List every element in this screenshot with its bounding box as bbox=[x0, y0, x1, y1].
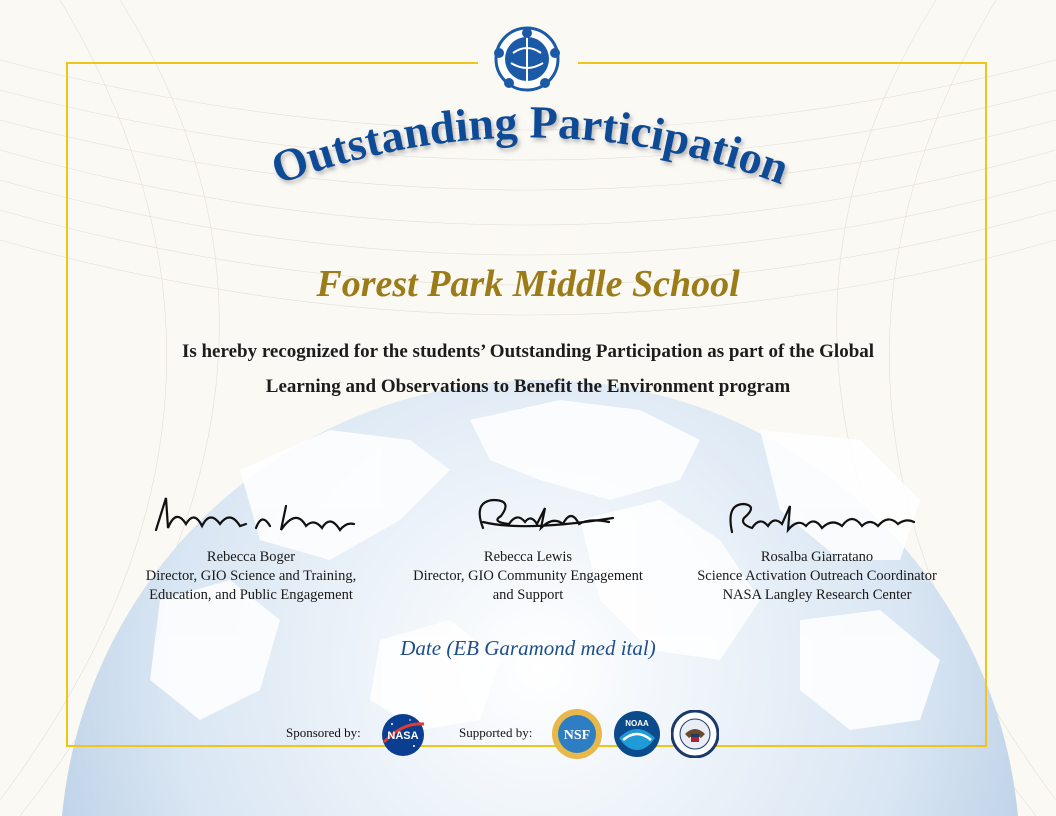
handwritten-signature-3 bbox=[702, 488, 932, 548]
noaa-logo-text: NOAA bbox=[625, 719, 649, 728]
signature-block-1 bbox=[120, 488, 382, 605]
nasa-logo-text: NASA bbox=[387, 730, 419, 742]
certificate-title-text: Outstanding Participation bbox=[264, 96, 796, 194]
handwritten-signature-2 bbox=[413, 488, 643, 548]
recipient-name: Forest Park Middle School bbox=[316, 263, 740, 305]
handwritten-signature-1 bbox=[136, 488, 366, 548]
sponsored-by-label: Sponsored by: bbox=[286, 725, 361, 740]
nasa-logo-icon bbox=[380, 712, 426, 758]
recognition-line-1: Is hereby recognized for the students’ Outstanding Participation as part of the Global bbox=[181, 341, 875, 362]
signatory-2-title-line2: and Support bbox=[492, 587, 564, 603]
signatory-2-title-line1: Director, GIO Community Engagement bbox=[413, 568, 643, 584]
svg-text:Outstanding Participation bbox=[265, 96, 796, 194]
noaa-logo-icon bbox=[613, 710, 661, 758]
signatory-3-name: Rosalba Giarratano bbox=[760, 549, 874, 565]
state-department-seal-icon bbox=[671, 710, 719, 758]
certificate-date: Date (EB Garamond med ital) bbox=[400, 636, 656, 660]
signature-block-2 bbox=[392, 488, 664, 605]
certificate-title bbox=[200, 95, 860, 225]
signatory-1-title-line1: Director, GIO Science and Training, bbox=[145, 568, 357, 584]
nsf-logo-text: NSF bbox=[563, 728, 591, 743]
supported-by-label: Supported by: bbox=[459, 725, 533, 740]
signatory-1-title-line2: Education, and Public Engagement bbox=[149, 587, 353, 603]
signatory-3-title-line2: NASA Langley Research Center bbox=[722, 587, 912, 603]
signature-block-3 bbox=[676, 488, 958, 605]
recognition-statement bbox=[140, 334, 916, 404]
recognition-line-2: Learning and Observations to Benefit the Environment program bbox=[265, 376, 791, 397]
signatory-1-name: Rebecca Boger bbox=[206, 549, 296, 565]
nsf-logo-icon bbox=[551, 708, 603, 760]
globe-logo-icon bbox=[487, 23, 567, 93]
signatory-3-title-line1: Science Activation Outreach Coordinator bbox=[697, 568, 937, 584]
signatory-2-name: Rebecca Lewis bbox=[483, 549, 573, 565]
